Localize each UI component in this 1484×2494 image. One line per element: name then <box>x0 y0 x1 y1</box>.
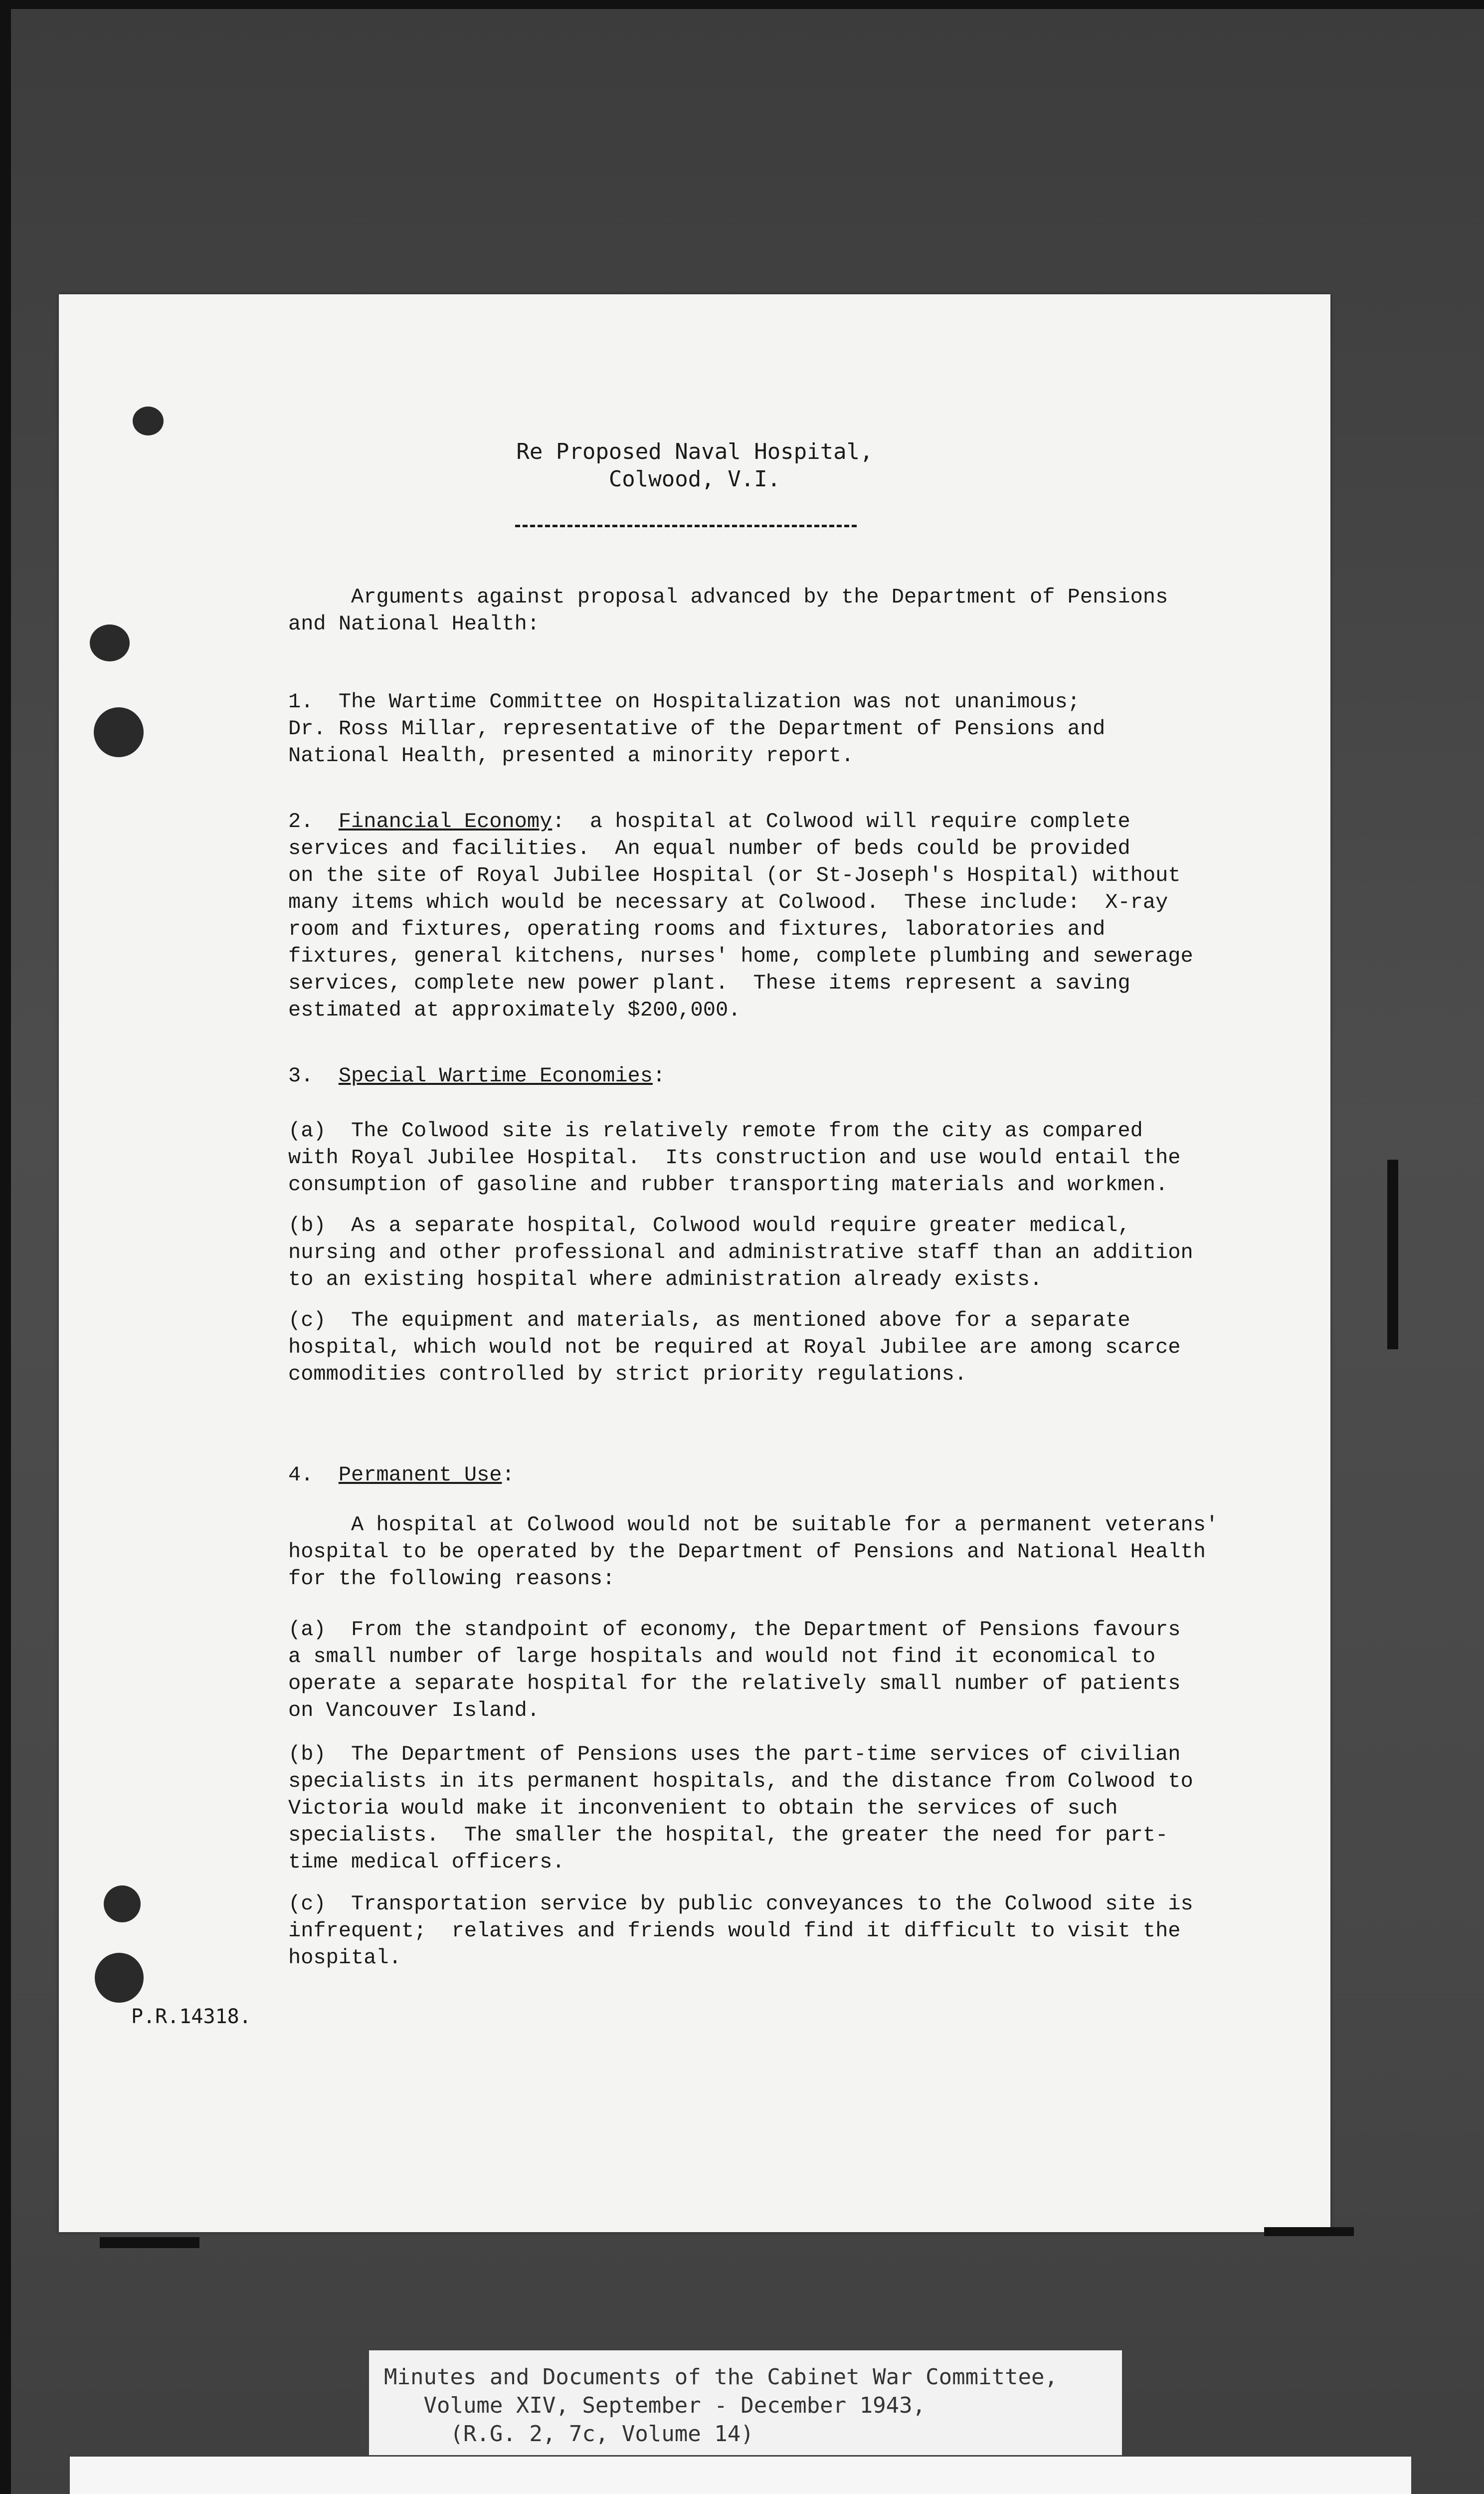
caption-line-1: Minutes and Documents of the Cabinet War Committee, <box>384 2364 1058 2390</box>
point-4a-paragraph: (a) From the standpoint of economy, the Department of Pensions favours a small number of large hospitals and would not find it economical to operate a separate hospital for the relatively small number of patients on Vancouver Island. <box>288 1618 1181 1722</box>
point-4-intro-paragraph: A hospital at Colwood would not be suitable for a permanent veterans' hospital to be operated by the Department of Pensions and National Health for the following reasons: <box>288 1513 1219 1591</box>
caption-line-2: Volume XIV, September - December 1943, <box>384 2393 926 2418</box>
point-1-paragraph: 1. The Wartime Committee on Hospitalization was not unanimous; Dr. Ross Millar, representative of the Department of Pensions and National Health, presented a minority report. <box>288 690 1106 768</box>
punch-hole <box>104 1885 141 1922</box>
film-mark <box>100 2237 199 2248</box>
film-mark <box>1264 2227 1354 2236</box>
point-4c-paragraph: (c) Transportation service by public conveyances to the Colwood site is infrequent; relatives and friends would find it difficult to visit the hospital. <box>288 1892 1193 1970</box>
punch-hole <box>94 707 144 757</box>
intro-paragraph: Arguments against proposal advanced by the Department of Pensions and National Health: <box>288 585 1168 636</box>
point-3-number: 3. <box>288 1064 339 1088</box>
point-3-colon: : <box>652 1064 666 1088</box>
film-edge-left <box>0 0 11 2494</box>
point-4-colon: : <box>502 1463 515 1487</box>
point-4-number: 4. <box>288 1463 339 1487</box>
point-3-heading-line <box>288 1062 665 1089</box>
point-3-heading: Special Wartime Economies <box>338 1064 653 1088</box>
title-divider <box>515 525 857 527</box>
point-4-heading: Permanent Use <box>338 1463 502 1487</box>
punch-hole <box>133 407 164 435</box>
point-2-number: 2. <box>288 810 339 833</box>
point-2-text: : a hospital at Colwood will require complete services and facilities. An equal number of beds could be provided on the site of Royal Jubilee Hospital (or St-Joseph's Hospital) without many items which would be necessary at Colwood. These include: X-ray room and fixtures, operating rooms and fixtures, laboratories and fixtures, general kitchens, nurses' home, complete plumbing and sewerage services, complete new power plant. These items represent a saving estimated at approximately $200,000. <box>288 810 1193 1022</box>
archives-stamp-panel <box>70 2457 1411 2494</box>
document-page <box>59 294 1330 2232</box>
point-3a-paragraph: (a) The Colwood site is relatively remote from the city as compared with Royal Jubilee Hospital. Its construction and use would entail the consumption of gasoline and rubber transporting materials and workmen. <box>288 1119 1181 1197</box>
point-3c-paragraph: (c) The equipment and materials, as mentioned above for a separate hospital, which would not be required at Royal Jubilee are among scarce commodities controlled by strict priority regulations. <box>288 1308 1181 1386</box>
collection-caption-card <box>369 2350 1122 2455</box>
document-title-line-2: Colwood, V.I. <box>608 466 781 492</box>
film-mark <box>1387 1160 1398 1349</box>
point-4b-paragraph: (b) The Department of Pensions uses the part-time services of civilian specialists in its permanent hospitals, and the distance from Colwood to Victoria would make it inconvenient to obtain the services of such specialists. The smaller the hospital, the greater the need for part- time medical officers. <box>288 1742 1193 1874</box>
punch-hole <box>90 624 130 661</box>
film-edge-top <box>0 0 1484 9</box>
point-2-paragraph <box>288 808 1236 1024</box>
caption-line-3: (R.G. 2, 7c, Volume 14) <box>384 2421 754 2447</box>
point-3b-paragraph: (b) As a separate hospital, Colwood would require greater medical, nursing and other professional and administrative staff than an addition to an existing hospital where administration already exists. <box>288 1214 1193 1291</box>
punch-hole <box>95 1953 144 2003</box>
point-4-heading-line <box>288 1461 515 1488</box>
point-2-heading: Financial Economy <box>338 810 553 833</box>
document-reference-number: P.R.14318. <box>131 2005 251 2028</box>
document-title-line-1: Re Proposed Naval Hospital, <box>516 439 873 464</box>
